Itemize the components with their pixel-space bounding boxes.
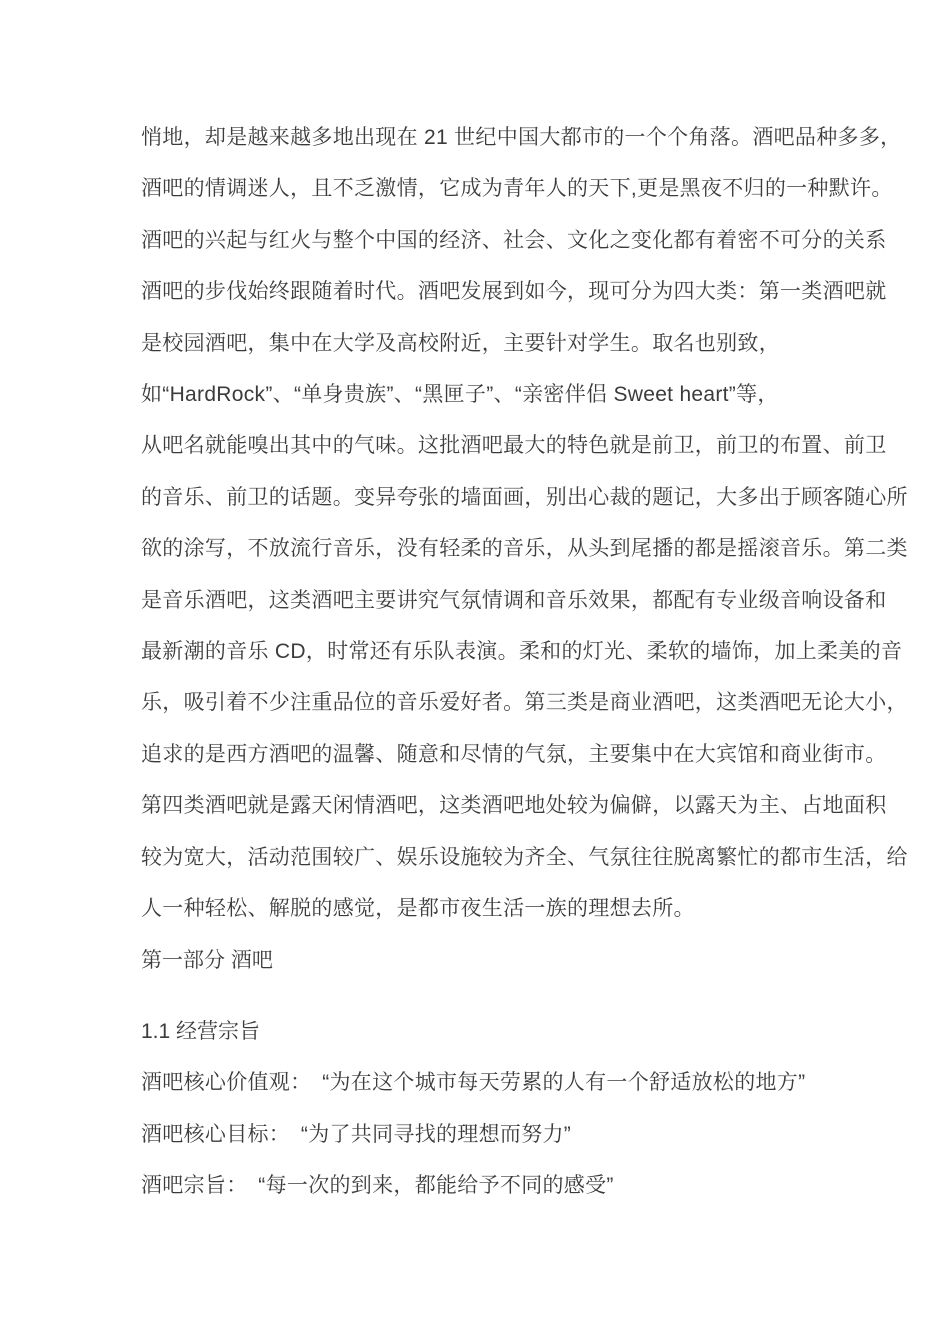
mission-statements <box>141 1057 835 1211</box>
statement-line-purpose: 酒吧宗旨： “每一次的到来，都能给予不同的感受” <box>141 1174 614 1198</box>
body-line: 酒吧的兴起与红火与整个中国的经济、社会、文化之变化都有着密不可分的关系 <box>141 228 887 252</box>
body-line: 如“HardRock”、“单身贵族”、“黑匣子”、“亲密伴侣 Sweet heart”等， <box>141 383 779 407</box>
body-line: 酒吧的步伐始终跟随着时代。酒吧发展到如今，现可分为四大类：第一类酒吧就 <box>141 280 887 304</box>
body-line: 最新潮的音乐 CD，时常还有乐队表演。柔和的灯光、柔软的墙饰，加上柔美的音 <box>141 640 903 664</box>
section-heading: 第一部分 酒吧 <box>141 948 273 972</box>
body-line: 第四类酒吧就是露天闲情酒吧，这类酒吧地处较为偏僻，以露天为主、占地面积 <box>141 794 887 818</box>
intro-paragraph <box>141 112 908 935</box>
body-line: 从吧名就能嗅出其中的气味。这批酒吧最大的特色就是前卫，前卫的布置、前卫 <box>141 434 887 458</box>
subsection-heading: 1.1 经营宗旨 <box>141 1019 261 1043</box>
document-content <box>141 112 908 1212</box>
body-line: 的音乐、前卫的话题。变异夸张的墙面画，别出心裁的题记，大多出于顾客随心所 <box>141 485 908 509</box>
statement-line-core-goal: 酒吧核心目标： “为了共同寻找的理想而努力” <box>141 1122 572 1146</box>
body-line: 酒吧的情调迷人，且不乏激情，它成为青年人的天下,更是黑夜不归的一种默许。 <box>141 177 893 201</box>
body-line: 是校园酒吧，集中在大学及高校附近，主要针对学生。取名也别致， <box>141 331 780 355</box>
body-line: 追求的是西方酒吧的温馨、随意和尽情的气氛，主要集中在大宾馆和商业街市。 <box>141 742 887 766</box>
body-line: 人一种轻松、解脱的感觉，是都市夜生活一族的理想去所。 <box>141 897 695 921</box>
body-line: 欲的涂写，不放流行音乐，没有轻柔的音乐，从头到尾播的都是摇滚音乐。第二类 <box>141 537 908 561</box>
body-line: 是音乐酒吧，这类酒吧主要讲究气氛情调和音乐效果，都配有专业级音响设备和 <box>141 588 887 612</box>
body-line: 较为宽大，活动范围较广、娱乐设施较为齐全、气氛往往脱离繁忙的都市生活，给 <box>141 845 908 869</box>
statement-line-core-values: 酒吧核心价值观： “为在这个城市每天劳累的人有一个舒适放松的地方” <box>141 1071 806 1095</box>
body-line: 悄地，却是越来越多地出现在 21 世纪中国大都市的一个个角落。酒吧品种多多， <box>141 126 902 149</box>
body-line: 乐，吸引着不少注重品位的音乐爱好者。第三类是商业酒吧，这类酒吧无论大小， <box>141 691 908 715</box>
